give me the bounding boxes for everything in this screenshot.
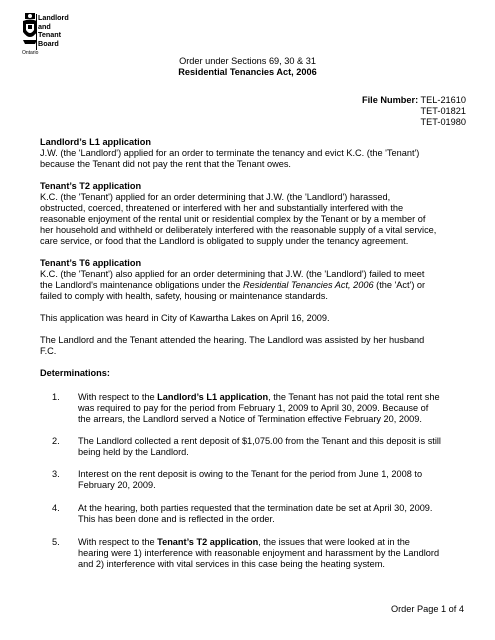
ltb-logo xyxy=(22,12,84,57)
org-line: and xyxy=(38,21,51,31)
l1-text-line: J.W. (the 'Landlord') applied for an order to terminate the tenancy and evict K.C. (the 'Tenant') xyxy=(40,148,420,158)
item-line: Interest on the rent deposit is owing to the Tenant for the period from June 1, 2008 to xyxy=(78,469,423,479)
determination-item-5: 5. With respect to the Tenant’s T2 application, the issues that were looked at in the hearing were 1) interference with reasonable enjoyment and harassment by the Landlord and 2) interference with vital services in this case being the heating system. xyxy=(52,537,472,570)
file-numbers xyxy=(362,95,466,128)
t6-text-line: K.C. (the 'Tenant') also applied for an order determining that J.W. (the 'Landlord') failed to meet xyxy=(40,269,425,279)
determination-item-2 xyxy=(52,436,472,458)
t2-ref: Tenant’s T2 application xyxy=(157,537,259,547)
l1-heading: Landlord’s L1 application xyxy=(40,137,151,147)
attendance-paragraph xyxy=(40,335,470,357)
file-number: TET-01821 xyxy=(420,106,466,116)
org-line: Tenant xyxy=(38,30,62,40)
item-line: At the hearing, both parties requested that the termination date be set at April 30, 2009. xyxy=(78,503,433,513)
l1-text-line: because the Tenant did not pay the rent that the Tenant owes. xyxy=(40,159,291,169)
item-line: was required to pay for the period from February 1, 2009 to April 30, 2009. Because of xyxy=(78,403,429,413)
determination-item-3 xyxy=(52,469,472,491)
org-name xyxy=(38,14,69,48)
item-number: 5. xyxy=(52,537,60,547)
item-number: 4. xyxy=(52,503,60,513)
act-title: Residential Tenancies Act, 2006 xyxy=(178,67,317,77)
item-line: and 2) interference with vital services in this case being the heating system. xyxy=(78,559,385,569)
l1-ref: Landlord’s L1 application xyxy=(157,392,269,402)
item-line: being held by the Landlord. xyxy=(78,447,189,457)
order-sections: Order under Sections 69, 30 & 31 xyxy=(179,56,316,66)
t6-text-line: failed to comply with health, safety, housing or maintenance standards. xyxy=(40,291,328,301)
t2-text-line: her household and withheld or deliberately interfered with the reasonable supply of a vital service, xyxy=(40,225,437,235)
item-number: 3. xyxy=(52,469,60,479)
t2-heading: Tenant’s T2 application xyxy=(40,181,142,191)
t2-section xyxy=(40,181,470,247)
file-number: TET-01980 xyxy=(420,117,466,127)
determinations-heading: Determinations: xyxy=(40,368,110,378)
attendance-line: F.C. xyxy=(40,346,57,356)
item-line: This has been done and is reflected in the order. xyxy=(78,514,275,524)
t2-text-line: care service, or food that the Landlord is obligated to supply under the tenancy agreement. xyxy=(40,236,409,246)
determination-item-1: 1. With respect to the Landlord’s L1 application, the Tenant has not paid the total rent she was required to pay for the period from February 1, 2009 to April 30, 2009. Because of the arrears, the Landlord served a Notice of Termination effective February 20, 2009. xyxy=(52,392,472,425)
item-number: 1. xyxy=(52,392,60,402)
item-line: The Landlord collected a rent deposit of $1,075.00 from the Tenant and this deposit is still xyxy=(78,436,441,446)
file-number-label: File Number: xyxy=(361,95,419,105)
item-line: hearing were 1) interference with reasonable enjoyment and harassment by the Landlord xyxy=(78,548,440,558)
province-label: Ontario xyxy=(22,50,39,56)
org-line: Board xyxy=(38,38,59,48)
t6-heading: Tenant’s T6 application xyxy=(40,258,142,268)
org-line: Landlord xyxy=(38,13,69,22)
item-line: the arrears, the Landlord served a Notice of Termination effective February 20, 2009. xyxy=(78,414,422,424)
file-number: TEL-21610 xyxy=(420,95,466,105)
hearing-location: This application was heard in City of Kawartha Lakes on April 16, 2009. xyxy=(40,313,330,323)
item-number: 2. xyxy=(52,436,60,446)
item-line: February 20, 2009. xyxy=(78,480,156,490)
page-number: Order Page 1 of 4 xyxy=(390,604,464,614)
t2-text-line: reasonable enjoyment of the rental unit or residential complex by the Tenant or by a member of xyxy=(40,214,426,224)
t2-text-line: obstructed, coerced, threatened or interfered with her and substantially interfered with the xyxy=(40,203,404,213)
t2-text-line: K.C. (the 'Tenant') applied for an order determining that J.W. (the 'Landlord') harassed, xyxy=(40,192,391,202)
attendance-line: The Landlord and the Tenant attended the hearing. The Landlord was assisted by her husband xyxy=(40,335,425,345)
order-header xyxy=(0,56,495,78)
t6-text-line: the Landlord's maintenance obligations under the Residential Tenancies Act, 2006 (the 'Act') or xyxy=(40,280,426,290)
act-name: Residential Tenancies Act, 2006 xyxy=(243,280,374,290)
l1-section xyxy=(40,137,470,170)
t6-section xyxy=(40,258,470,302)
determination-item-4 xyxy=(52,503,472,525)
